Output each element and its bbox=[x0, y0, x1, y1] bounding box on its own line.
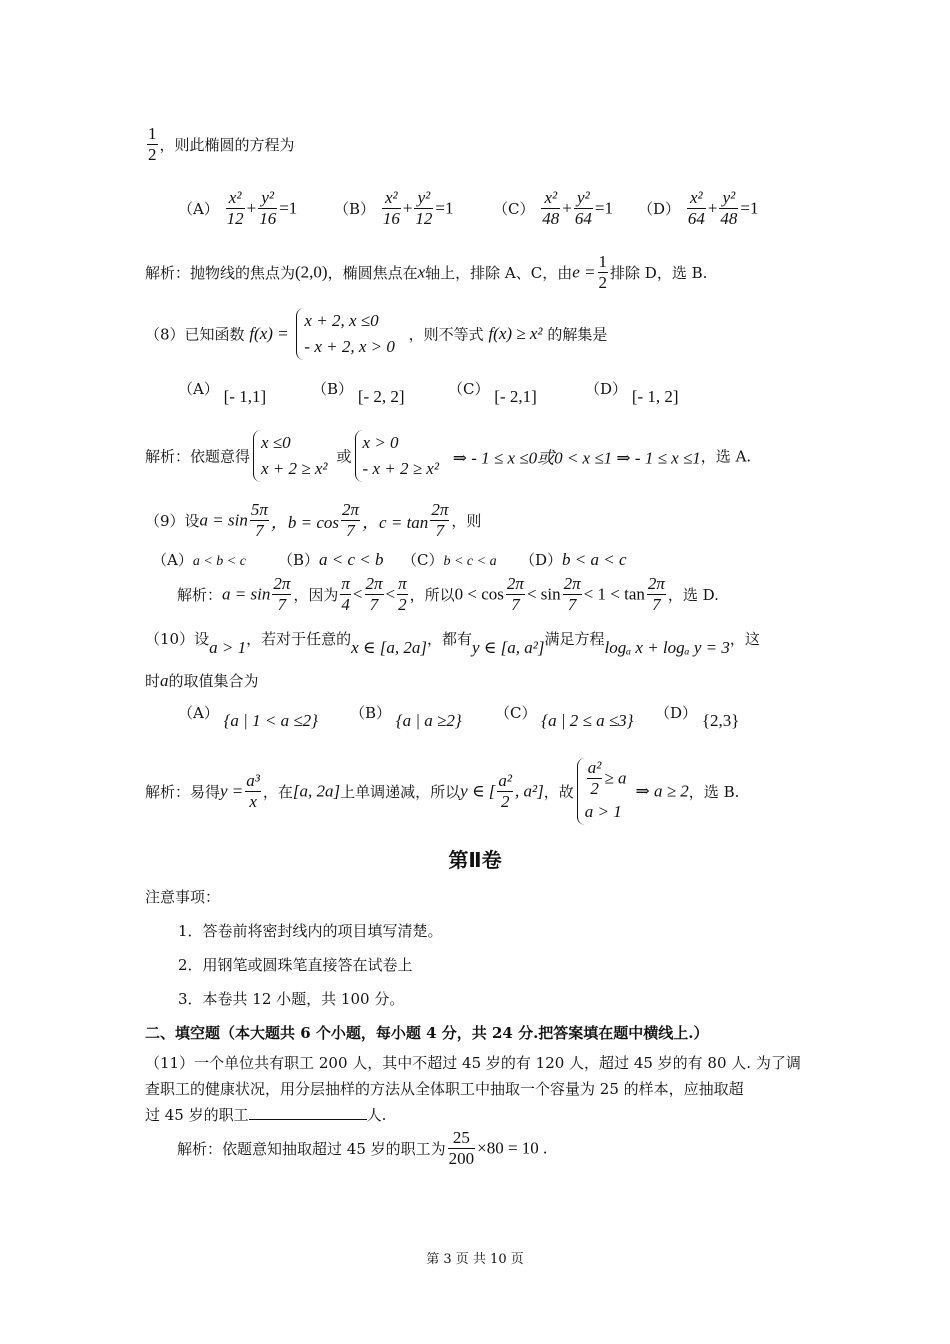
q7-tail: $\frac{1}{2}$ ，则此椭圆的方程为 bbox=[148, 124, 295, 164]
q10-question-line2: 时a的取值集合为 bbox=[145, 671, 259, 690]
fraction-half: $\frac{1}{2}$ bbox=[148, 124, 157, 164]
q7-solution: 解析：抛物线的焦点为(2,0)，椭圆焦点在x轴上，排除 A、C，由e = $\frac{1}{2}$ 排除 D，选 B. bbox=[145, 252, 708, 292]
q11-solution: 解析：依题意知抽取超过 45 岁的职工为 $\frac{25}{200}$ ×80 = 10 . bbox=[177, 1128, 548, 1168]
q11-line2: 查职工的健康状况，用分层抽样的方法从全体职工中抽取一个容量为 25 的样本，应抽取超 bbox=[145, 1080, 744, 1098]
part2-heading: 二、填空题（本大题共 6 个小题，每小题 4 分，共 24 分.把答案填在题中横线上.） bbox=[145, 1024, 709, 1042]
q9-option-d: （D）b < a < c bbox=[520, 550, 627, 569]
q10-question-line1: （10）设a > 1，若对于任意的x ∈ [a, 2a]，都有y ∈ [a, a²]满足方程logₐ x + logₐ y = 3，这 bbox=[145, 630, 760, 657]
notes-title: 注意事项： bbox=[145, 888, 221, 906]
q8-question: （8）已知函数 f(x) = x + 2, x ≤0 - x + 2, x > 0 ，则不等式 f(x) ≥ x² 的解集是 bbox=[145, 308, 607, 360]
page-footer: 第 3 页 共 10 页 bbox=[426, 1252, 524, 1267]
section-title: 第Ⅱ卷 bbox=[448, 848, 502, 872]
note-item: 1．答卷前将密封线内的项目填写清楚。 bbox=[178, 922, 443, 940]
answer-blank[interactable] bbox=[249, 1105, 367, 1120]
q10-option-a: （A） {a | 1 < a ≤2} bbox=[178, 704, 318, 730]
q9-option-a: （A）a < b < c bbox=[152, 551, 246, 569]
piecewise-brace: x + 2, x ≤0 - x + 2, x > 0 bbox=[296, 308, 400, 360]
q10-solution: 解析：易得y = $\frac{\text{a³}}{x}$ ，在[a, 2a]上单调递减，所以y ∈ [ $\frac{\text{a²}}{2}$ , a²]，故 $\frac{\text{a²}}{2}$ ≥ a a > 1 ⇒ a ≥ 2，选 B. bbox=[145, 758, 739, 825]
q7-option-b: （B） $\frac{\text{x²}}{16}$ + $\frac{\text{y²}}{12}$ =1 bbox=[334, 188, 454, 228]
q7-option-a: （A） $\frac{\text{x²}}{12}$ + $\frac{\text{y²}}{16}$ =1 bbox=[178, 188, 298, 228]
q9-option-b: （B）a < c < b bbox=[278, 550, 384, 569]
q10-option-c: （C） {a | 2 ≤ a ≤3} bbox=[495, 704, 634, 730]
q11-line3: 过 45 岁的职工 人. bbox=[145, 1106, 387, 1124]
q8-option-a: （A） [- 1,1] bbox=[178, 380, 267, 406]
note-item: 2．用钢笔或圆珠笔直接答在试卷上 bbox=[178, 956, 413, 974]
note-item: 3．本卷共 12 小题，共 100 分。 bbox=[178, 990, 405, 1008]
q7-option-c: （C） $\frac{\text{x²}}{48}$ + $\frac{\text{y²}}{64}$ =1 bbox=[493, 188, 613, 228]
q9-option-c: （C）b < c < a bbox=[402, 551, 497, 569]
q8-option-b: （B） [- 2, 2] bbox=[312, 380, 405, 406]
q7-option-d: （D） $\frac{\text{x²}}{64}$ + $\frac{\text{y²}}{48}$ =1 bbox=[638, 188, 759, 228]
q8-option-d: （D） [- 1, 2] bbox=[585, 380, 679, 406]
q10-option-d: （D） {2,3} bbox=[655, 704, 740, 730]
q9-question: （9）设a = sin $\frac{5\pi}{7}$ ，b = cos $\frac{2\pi}{7}$ ，c = tan $\frac{2\pi}{7}$ ，则 bbox=[145, 500, 482, 540]
q9-solution: 解析：a = sin $\frac{2\pi}{7}$ ，因为 $\frac{\pi}{4}$ < $\frac{2\pi}{7}$ < $\frac{\pi}{2}$ ，所以0 < cos $\frac{2\pi}{7}$ < sin $\frac{2\pi}{7}$ < 1 < tan $\frac{2\pi}{7}$ ，选 D. bbox=[177, 574, 719, 614]
q11-line1: （11）一个单位共有职工 200 人，其中不超过 45 岁的有 120 人，超过 45 岁的有 80 人. 为了调 bbox=[145, 1054, 801, 1072]
q8-solution: 解析：依题意得 x ≤0 x + 2 ≥ x² 或 x > 0 - x + 2 ≥ x² ⇒ - 1 ≤ x ≤0或0 < x ≤1 ⇒ - 1 ≤ x ≤1，选 A. bbox=[145, 430, 751, 482]
q8-option-c: （C） [- 2,1] bbox=[448, 380, 537, 406]
q10-option-b: （B） {a | a ≥2} bbox=[350, 704, 462, 730]
